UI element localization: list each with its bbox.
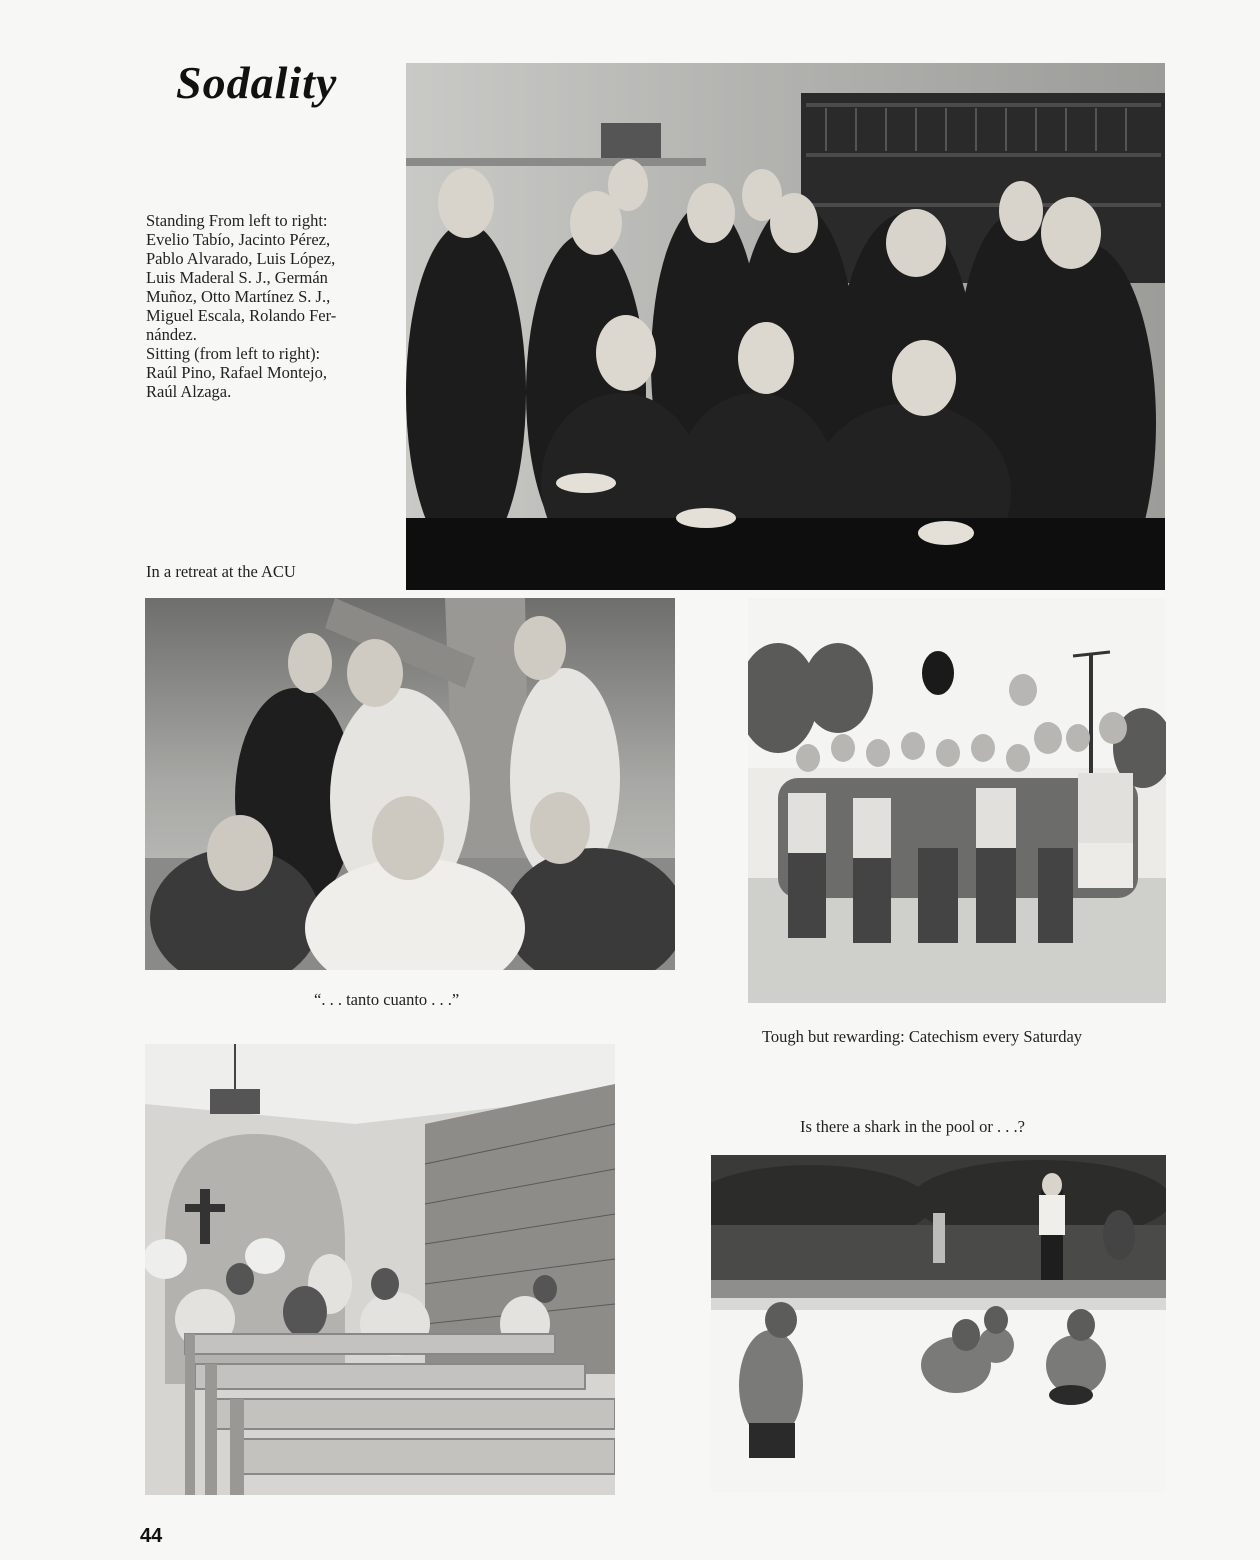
retreat-caption: In a retreat at the ACU [146, 562, 296, 581]
pool-photo [711, 1155, 1166, 1492]
caption-line: nández. [146, 325, 197, 344]
caption-line: Miguel Escala, Rolando Fer- [146, 306, 337, 325]
group-photo-caption [146, 211, 386, 401]
chapel-photo [145, 1044, 615, 1495]
catechism-photo [748, 598, 1166, 1003]
caption-line: Pablo Alvarado, Luis López, [146, 249, 336, 268]
caption-line: Raúl Alzaga. [146, 382, 232, 401]
caption-line: Muñoz, Otto Martínez S. J., [146, 287, 331, 306]
group-portrait-photo [406, 63, 1165, 590]
retreat-group-photo [145, 598, 675, 970]
caption-line: Sitting (from left to right): [146, 344, 321, 363]
caption-line: Luis Maderal S. J., Germán [146, 268, 328, 287]
caption-line: Evelio Tabío, Jacinto Pérez, [146, 230, 331, 249]
caption-line: Standing From left to right: [146, 211, 328, 230]
caption-line: Raúl Pino, Rafael Montejo, [146, 363, 328, 382]
pool-caption: Is there a shark in the pool or . . .? [800, 1117, 1025, 1136]
catechism-caption: Tough but rewarding: Catechism every Saturday [762, 1027, 1083, 1046]
page-title: Sodality [176, 57, 338, 108]
tanto-cuanto-caption: “. . . tanto cuanto . . .” [314, 990, 460, 1009]
page-number: 44 [140, 1525, 163, 1547]
